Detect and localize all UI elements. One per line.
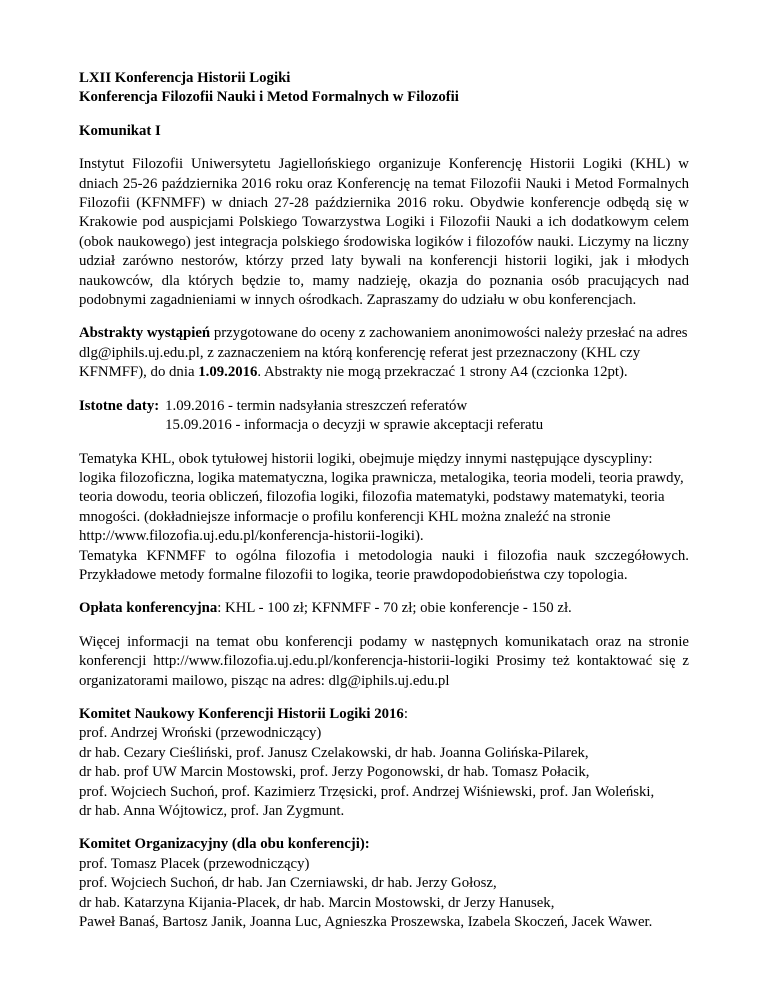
conference-title-khl: LXII Konferencja Historii Logiki (79, 70, 291, 86)
scientific-committee (79, 705, 689, 821)
fee-text: : KHL - 100 zł; KFNMFF - 70 zł; obie konferencje - 150 zł. (217, 600, 572, 617)
fee-paragraph (79, 599, 689, 618)
topics-kfnmff: Tematyka KFNMFF to ogólna filozofia i metodologia nauki i filozofia nauk szczegółowych. Przykładowe metody formalne filozofii to logika, teorie prawdopodobieństwa czy topologia. (79, 547, 689, 583)
important-dates-list (165, 397, 543, 436)
document-page (79, 69, 689, 932)
abstracts-paragraph (79, 324, 689, 382)
committee-member-line: Paweł Banaś, Bartosz Janik, Joanna Luc, Agnieszka Proszewska, Izabela Skoczeń, Jacek Wawer. (79, 914, 653, 931)
committee-member-line: prof. Andrzej Wroński (przewodniczący) (79, 725, 322, 742)
abstracts-deadline: 1.09.2016 (198, 364, 258, 381)
organizing-committee-heading: Komitet Organizacyjny (dla obu konferencji): (79, 836, 370, 853)
important-dates (79, 397, 689, 436)
intro-paragraph: Instytut Filozofii Uniwersytetu Jagiellońskiego organizuje Konferencję Historii Logiki (KHL) w dniach 25-26 października 2016 roku oraz Konferencję na temat Filozofii Nauki i Metod Formalnych Filozofii (KFNMFF) w dniach 27-28 października 2016 roku. Obydwie konferencje odbędą się w Krakowie pod auspicjami Polskiego Towarzystwa Logiki i Filozofii Nauki a ich dodatkowym celem (obok naukowego) jest integracja polskiego środowiska logików i filozofów nauki. Liczymy na liczny udział zarówno nestorów, którzy przed laty bywali na konferencji historii logiki, jak i młodych naukowców, dla których będzie to, mamy nadzieję, okazja do poznania osób pracujących nad podobnymi zagadnieniami w innych ośrodkach. Zapraszamy do udziału w obu konferencjach. (79, 156, 689, 309)
header (79, 69, 689, 108)
scientific-committee-colon: : (403, 705, 408, 722)
scientific-committee-label: Komitet Naukowy Konferencji Historii Logiki 2016 (79, 705, 404, 722)
abstracts-label: Abstrakty wystąpień (79, 325, 211, 342)
scientific-committee-heading (79, 705, 689, 724)
fee-label: Opłata konferencyjna (79, 600, 218, 617)
topics-section (79, 450, 689, 586)
committee-member-line: dr hab. Katarzyna Kijania-Placek, dr hab. Marcin Mostowski, dr Jerzy Hanusek, (79, 894, 555, 911)
organizing-committee (79, 835, 689, 932)
abstracts-text-2: . Abstrakty nie mogą przekraczać 1 strony A4 (czcionka 12pt). (257, 364, 628, 381)
committee-member-line: prof. Wojciech Suchoń, dr hab. Jan Czerniawski, dr hab. Jerzy Gołosz, (79, 875, 497, 892)
conference-title-kfnmff: Konferencja Filozofii Nauki i Metod Formalnych w Filozofii (79, 89, 459, 106)
more-info-paragraph: Więcej informacji na temat obu konferencji podamy w następnych komunikatach oraz na stronie konferencji http://www.filozofia.uj.edu.pl/konferencja-historii-logiki Prosimy też kontaktować się z organizatorami mailowo, pisząc na adres: dlg@iphils.uj.edu.pl (79, 633, 689, 689)
committee-member-line: dr hab. prof UW Marcin Mostowski, prof. Jerzy Pogonowski, dr hab. Tomasz Połacik, (79, 764, 590, 781)
committee-member-line: dr hab. Anna Wójtowicz, prof. Jan Zygmunt. (79, 803, 345, 819)
committee-member-line: prof. Wojciech Suchoń, prof. Kazimierz Trzęsicki, prof. Andrzej Wiśniewski, prof. Jan Woleński, (79, 783, 655, 800)
important-dates-label: Istotne daty: (79, 397, 160, 414)
date-item: 1.09.2016 - termin nadsyłania streszczeń referatów (165, 397, 468, 414)
announcement-heading: Komunikat I (79, 122, 161, 139)
committee-member-line: dr hab. Cezary Cieśliński, prof. Janusz Czelakowski, dr hab. Joanna Golińska-Pilarek, (79, 744, 589, 761)
date-item: 15.09.2016 - informacja o decyzji w sprawie akceptacji referatu (165, 417, 544, 434)
abstracts-text-1: przygotowane do oceny z zachowaniem anonimowości należy przesłać na adres dlg@iphils.uj.edu.pl, z zaznaczeniem na którą konferencję referat jest przeznaczony (KHL czy KFNMFF), do dnia (79, 325, 688, 381)
topics-khl: Tematyka KHL, obok tytułowej historii logiki, obejmuje między innymi następujące dyscypliny: logika filozoficzna, logika matematyczna, logika prawnicza, metalogika, teoria modeli, teoria prawdy, teoria dowodu, teoria obliczeń, filozofia logiki, filozofia matematyki, podstawy matematyki, teoria mnogości. (dokładniejsze informacje o profilu konferencji KHL można znaleźć na stronie http://www.filozofia.uj.edu.pl/konferencja-historii-logiki). (79, 450, 684, 545)
committee-member-line: prof. Tomasz Placek (przewodniczący) (79, 855, 310, 872)
